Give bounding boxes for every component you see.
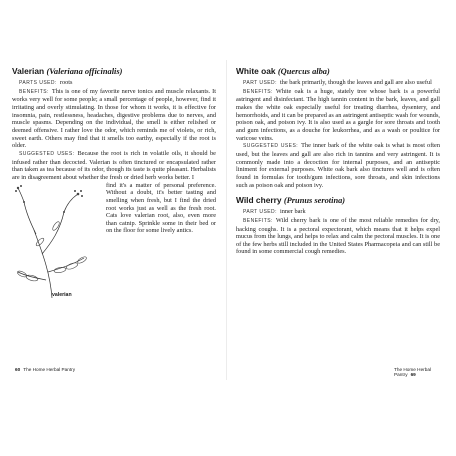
left-page-number: 60: [15, 367, 21, 372]
page-gutter: [226, 60, 227, 380]
benefits-paragraph: [236, 217, 440, 256]
benefits-paragraph: [236, 88, 440, 143]
herb-name: Wild cherry: [236, 195, 282, 206]
parts-used-label: PARTS USED:: [19, 80, 57, 86]
benefits-label: BENEFITS:: [243, 88, 273, 95]
entry-heading: [236, 195, 440, 206]
latin-name: (Valeriana officinalis): [46, 67, 123, 76]
suggested-uses-continued: find it's a matter of personal preference. Without a doubt, it's better tasting and smelling when fresh, but I find the dried root works just as well as the fresh root. Cats love valerian root, also, even more than catnip. Sprinkle some in their bed or on the floor for some lively antics.: [106, 181, 216, 235]
parts-used-value: inner bark: [279, 208, 306, 216]
suggested-uses-text: Because the root is rich in volatile oils, it should be infused rather than decocted. Valerian is often tinctured or encapsulated rather than taken as tea because of its odor, though its taste is quite pleasant. Herbalists are in disagreement about whether the fresh or dried herb works better. I: [12, 149, 216, 181]
parts-used-paragraph: [12, 79, 216, 88]
entry-wild-cherry: [236, 195, 440, 256]
benefits-text: This is one of my favorite nerve tonics and muscle relaxants. It works very well for some people; a small percentage of people, however, find it irritating and overly stimulating. In those for whom it works, it is effective for insomnia, pain, restlessness, headaches, digestive problems due to nerves, and muscle spasms. Depending on the individual, the smell is either relished or deemed offensive. I rather love the odor, which reminds me of violets, or rich, sweet earth. Others may find that it smells too earthy, especially if the root is older.: [12, 87, 216, 150]
benefits-text: Wild cherry bark is one of the most reliable remedies for dry, hacking coughs. It is a pectoral expectorant, which means that it helps expel mucus from the lungs, and helps to relax and calm the pectoral muscles. It is one of the few herbs still included in the United States Pharmacopeia and can still be found in some commercial cough remedies.: [236, 216, 440, 256]
parts-used-value: the bark primarily, though the leaves and gall are also useful: [279, 79, 432, 86]
entry-heading: [236, 66, 440, 77]
herb-name: White oak: [236, 66, 276, 76]
latin-name: (Prunus serotina): [283, 196, 346, 206]
entry-heading: [12, 66, 216, 77]
suggested-uses-text: The inner bark of the white oak is what is most often used, but the leaves and gall are also rich in tannins and very astringent. It is commonly made into a decoction for internal purposes, and an antiseptic liniment for external purposes. White oak bark also tinctures well and is often found in formulas for tooth/gum infections, sore throats, and skin infections such as poison oak and poison ivy.: [236, 142, 440, 189]
parts-used-label: PART USED:: [243, 209, 277, 216]
suggested-uses-label: SUGGESTED USES:: [243, 143, 299, 150]
left-page: [12, 66, 216, 300]
entry-valerian: [12, 66, 216, 298]
benefits-text: White oak is a huge, stately tree whose bark is a powerful astringent and disinfectant. The high tannin content in the bark, leaves, and gall makes the white oak especially useful for treating diarrhea, dysentery, and hemorrhoids, and it can be prepared as an astringent antiseptic wash for wounds, poison oak, and poison ivy. It is also used as a gargle for sore throats and tooth and gum infections, as a douche for leukorrhea, and as a wash or poultice for varicose veins.: [236, 87, 440, 142]
parts-used-label: PART USED:: [243, 80, 277, 86]
suggested-uses-label: SUGGESTED USES:: [19, 150, 75, 157]
right-running-title: The Home Herbal Pantry: [394, 367, 431, 377]
valerian-illustration: [12, 182, 102, 300]
parts-used-paragraph: [236, 79, 440, 88]
valerian-drawing-icon: [12, 182, 102, 300]
left-running-title: The Home Herbal Pantry: [23, 367, 76, 372]
latin-name: (Quercus alba): [277, 67, 330, 76]
parts-used-value: roots: [59, 79, 73, 86]
right-footer: [394, 367, 456, 377]
benefits-label: BENEFITS:: [243, 217, 273, 224]
entry-white-oak: [236, 66, 440, 189]
left-footer: [12, 367, 75, 372]
benefits-label: BENEFITS:: [19, 88, 49, 95]
benefits-paragraph: [12, 88, 216, 150]
suggested-uses-paragraph: [12, 150, 216, 182]
right-page: [236, 66, 440, 262]
figure-caption: valerian: [52, 291, 72, 298]
parts-used-paragraph: [236, 208, 440, 217]
right-page-number: 69: [410, 372, 416, 377]
herb-name: Valerian: [12, 66, 45, 76]
suggested-uses-paragraph: [236, 142, 440, 189]
